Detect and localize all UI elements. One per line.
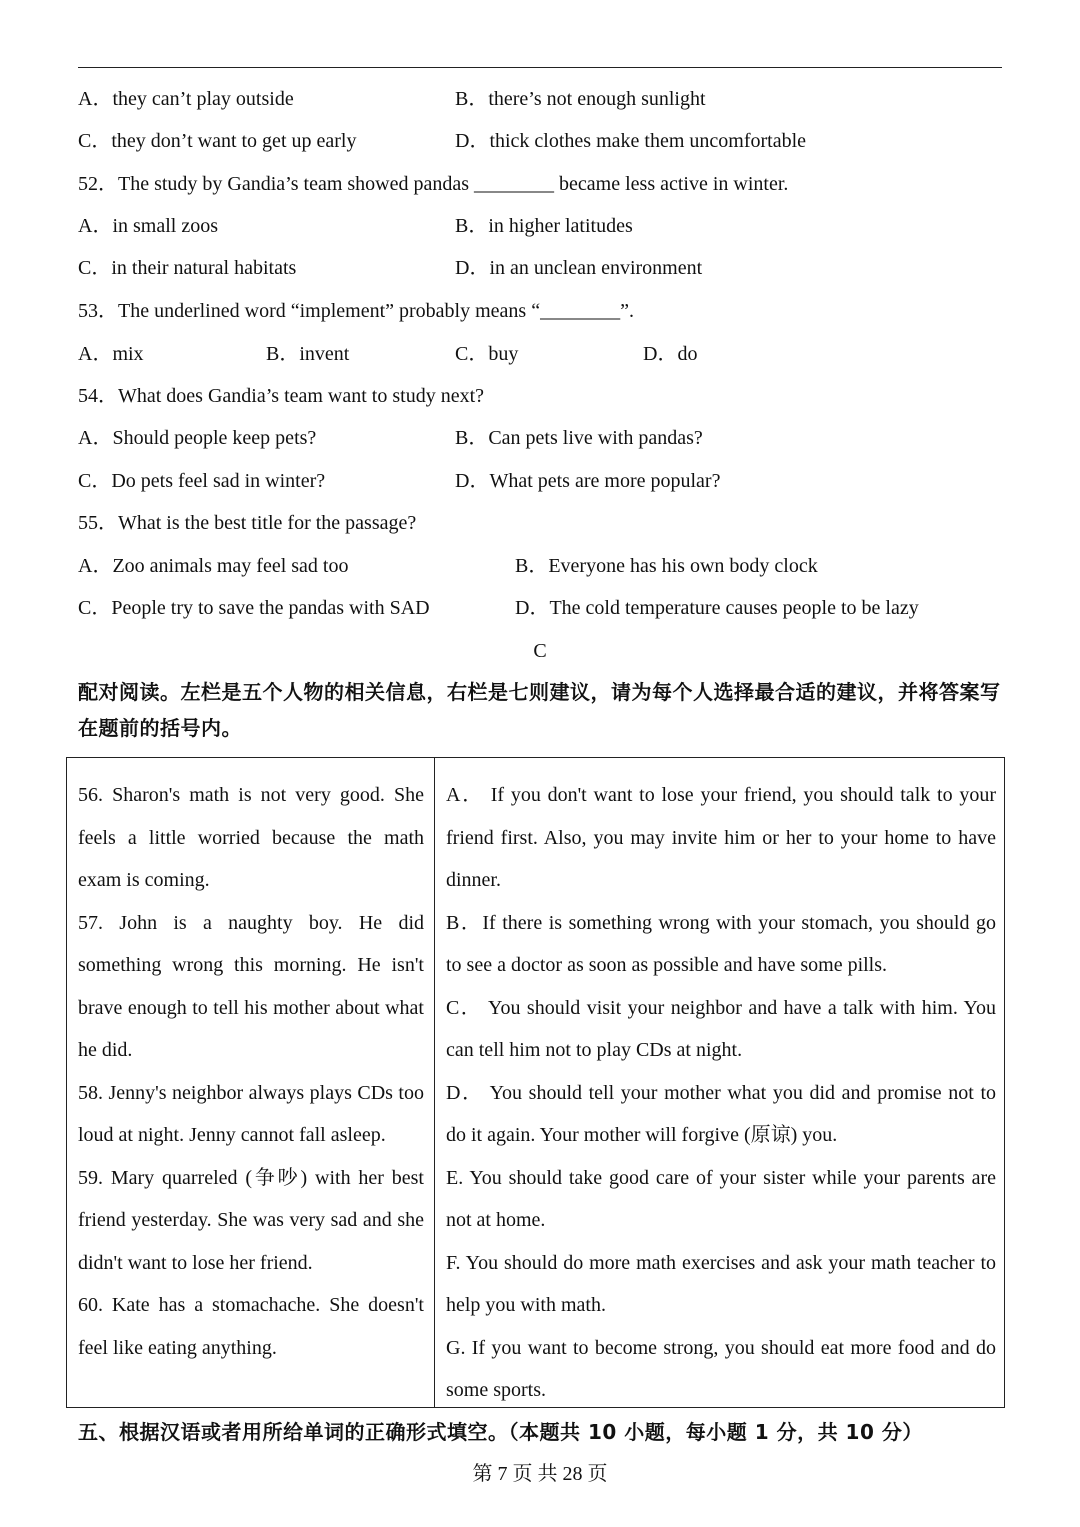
q54-option-c: C．Do pets feel sad in winter? (78, 470, 326, 492)
q55-option-d: D．The cold temperature causes people to be lazy (515, 597, 919, 619)
person-60: 60. Kate has a stomachache. She doesn't feel like eating anything. (78, 1294, 424, 1359)
table-column-divider (434, 758, 435, 1407)
q52-option-d: D．in an unclean environment (455, 257, 703, 279)
section-c-heading: C (533, 640, 547, 662)
q54-option-b: B．Can pets live with pandas? (455, 427, 703, 449)
matching-instructions: 配对阅读。左栏是五个人物的相关信息，右栏是七则建议，请为每个人选择最合适的建议，并将答案写在题前的括号内。 (78, 680, 1001, 740)
advice-g: G. If you want to become strong, you should eat more food and do some sports. (446, 1336, 996, 1401)
matching-table (66, 757, 1005, 1408)
q51-option-a: A．they can’t play outside (78, 88, 294, 110)
person-59: 59. Mary quarreled (争吵) with her best friend yesterday. She was very sad and she didn't want to lose her friend. (78, 1166, 424, 1274)
q51-option-d: D．thick clothes make them uncomfortable (455, 130, 807, 152)
section-five-heading: 五、根据汉语或者用所给单词的正确形式填空。（本题共 10 小题，每小题 1 分，共 10 分） (78, 1420, 923, 1444)
advice-a: A． If you don't want to lose your friend, you should talk to your friend first. Also, you may invite him or her to your home to have dinner. (446, 784, 996, 891)
advice-d: D． You should tell your mother what you did and promise not to do it again. Your mother will forgive (原谅) you. (446, 1081, 996, 1146)
advice-b: B．If there is something wrong with your stomach, you should go to see a doctor as soon as possible and have some pills. (446, 911, 996, 976)
q55-stem: 55．What is the best title for the passage? (78, 512, 417, 534)
q52-stem: 52．The study by Gandia’s team showed pandas ________ became less active in winter. (78, 173, 789, 195)
page-footer: 第 7 页 共 28 页 (472, 1463, 608, 1485)
person-56: 56. Sharon's math is not very good. She feels a little worried because the math exam is coming. (78, 784, 424, 891)
q54-option-d: D．What pets are more popular? (455, 470, 721, 492)
q52-option-b: B．in higher latitudes (455, 215, 633, 237)
q53-option-d: D．do (643, 343, 698, 365)
person-58: 58. Jenny's neighbor always plays CDs too loud at night. Jenny cannot fall asleep. (78, 1081, 424, 1146)
person-57: 57. John is a naughty boy. He did something wrong this morning. He isn't brave enough to tell his mother about what he did. (78, 911, 424, 1061)
q55-option-a: A．Zoo animals may feel sad too (78, 555, 349, 577)
q53-option-b: B．invent (266, 343, 350, 365)
q53-option-c: C．buy (455, 343, 519, 365)
q53-option-a: A．mix (78, 343, 144, 365)
q51-option-b: B．there’s not enough sunlight (455, 88, 706, 110)
advice-f: F. You should do more math exercises and ask your math teacher to help you with math. (446, 1251, 996, 1316)
header-rule (78, 67, 1002, 68)
q55-option-b: B．Everyone has his own body clock (515, 555, 818, 577)
people-column (78, 774, 424, 1369)
q54-option-a: A．Should people keep pets? (78, 427, 317, 449)
q52-option-a: A．in small zoos (78, 215, 218, 237)
q52-option-c: C．in their natural habitats (78, 257, 297, 279)
advice-column (446, 774, 996, 1412)
advice-c: C． You should visit your neighbor and have a talk with him. You can tell him not to play CDs at night. (446, 996, 996, 1061)
q54-stem: 54．What does Gandia’s team want to study next? (78, 385, 485, 407)
q51-option-c: C．they don’t want to get up early (78, 130, 357, 152)
q55-option-c: C．People try to save the pandas with SAD (78, 597, 430, 619)
advice-e: E. You should take good care of your sister while your parents are not at home. (446, 1166, 996, 1231)
q53-stem: 53．The underlined word “implement” probably means “________”. (78, 300, 634, 322)
